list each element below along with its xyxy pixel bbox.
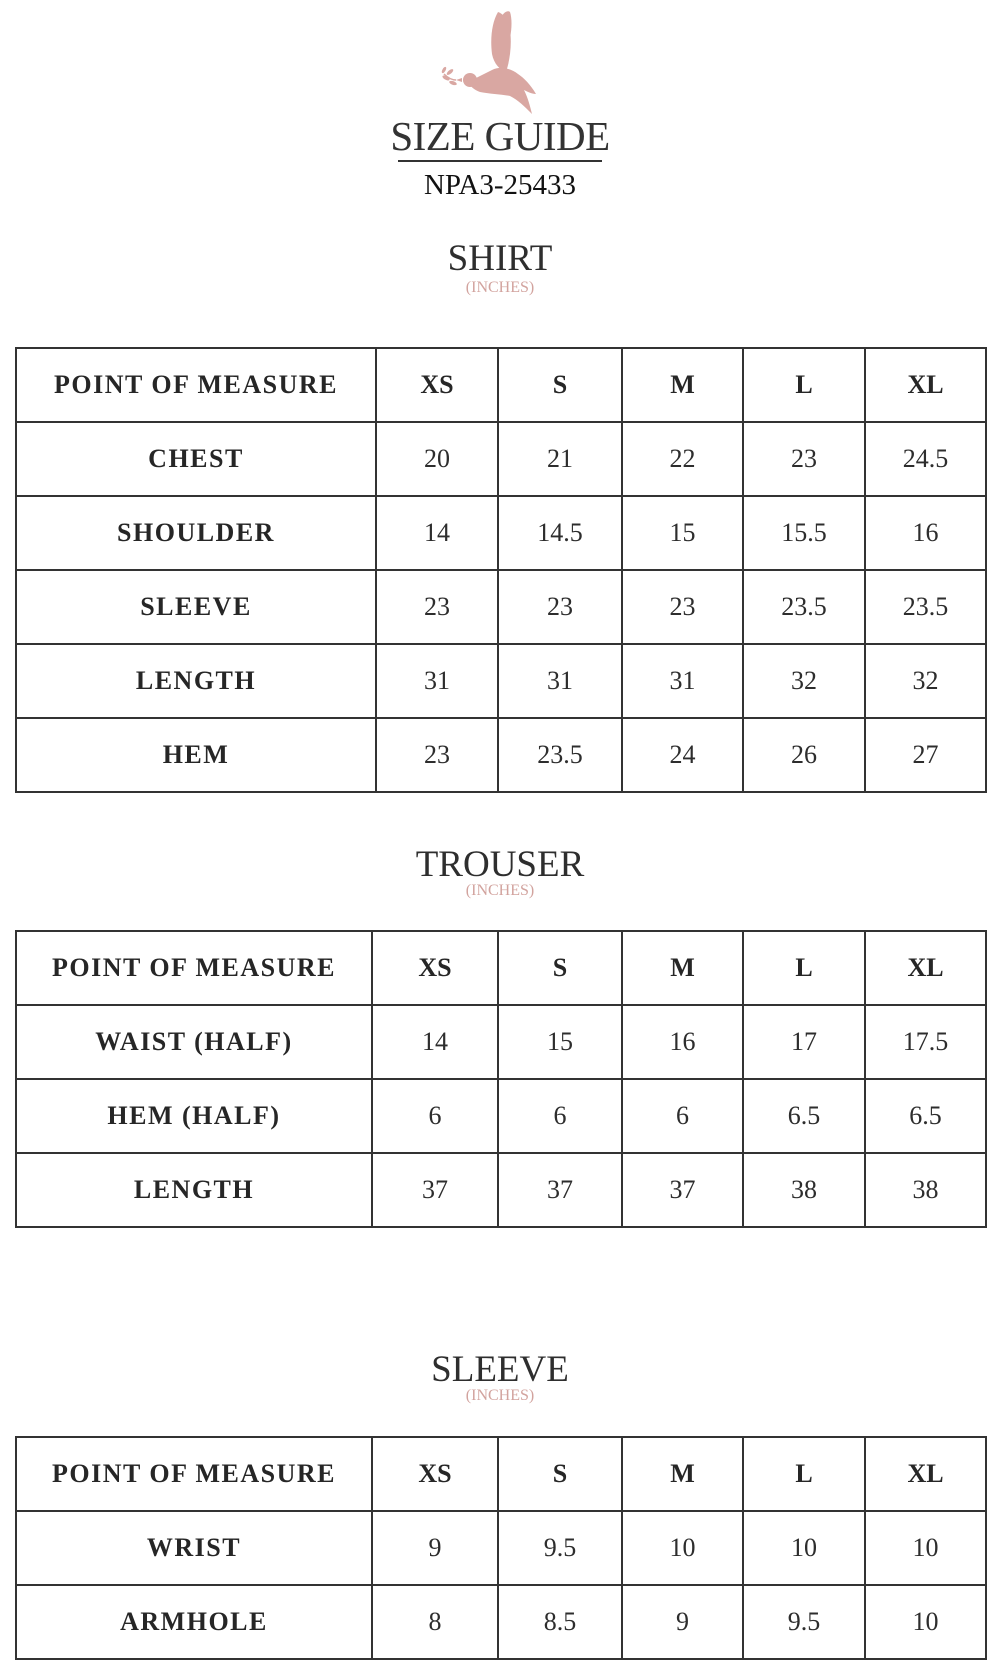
dove-logo-icon bbox=[440, 8, 558, 120]
table-cell: 14.5 bbox=[498, 496, 622, 570]
table-cell: 9 bbox=[622, 1585, 743, 1659]
shirt-size-table bbox=[15, 347, 987, 793]
table-cell: 38 bbox=[865, 1153, 986, 1227]
section-title-shirt: SHIRT bbox=[447, 238, 553, 279]
table-header-row bbox=[16, 931, 986, 1005]
table-cell: 14 bbox=[372, 1005, 498, 1079]
trouser-size-table bbox=[15, 930, 987, 1228]
section-unit-shirt: (INCHES) bbox=[465, 279, 535, 296]
table-cell: 16 bbox=[622, 1005, 743, 1079]
table-cell: 17.5 bbox=[865, 1005, 986, 1079]
sleeve-size-table bbox=[15, 1436, 987, 1660]
table-row bbox=[16, 1511, 986, 1585]
table-row bbox=[16, 1585, 986, 1659]
row-label: ARMHOLE bbox=[16, 1585, 372, 1659]
table-cell: 17 bbox=[743, 1005, 865, 1079]
table-cell: 6 bbox=[622, 1079, 743, 1153]
column-header: S bbox=[498, 348, 622, 422]
column-header: XS bbox=[376, 348, 498, 422]
row-label: SHOULDER bbox=[16, 496, 376, 570]
table-cell: 22 bbox=[622, 422, 743, 496]
table-cell: 9.5 bbox=[743, 1585, 865, 1659]
table-row bbox=[16, 496, 986, 570]
column-header: POINT OF MEASURE bbox=[16, 1437, 372, 1511]
table-cell: 15 bbox=[622, 496, 743, 570]
table-cell: 6.5 bbox=[743, 1079, 865, 1153]
table-cell: 23.5 bbox=[498, 718, 622, 792]
table-cell: 31 bbox=[498, 644, 622, 718]
row-label: WRIST bbox=[16, 1511, 372, 1585]
table-cell: 10 bbox=[743, 1511, 865, 1585]
table-cell: 23.5 bbox=[865, 570, 986, 644]
table-cell: 31 bbox=[376, 644, 498, 718]
table-cell: 24.5 bbox=[865, 422, 986, 496]
column-header: XL bbox=[865, 348, 986, 422]
section-title-trouser: TROUSER bbox=[415, 844, 585, 885]
table-cell: 10 bbox=[622, 1511, 743, 1585]
table-cell: 38 bbox=[743, 1153, 865, 1227]
table-cell: 9.5 bbox=[498, 1511, 622, 1585]
section-unit-sleeve: (INCHES) bbox=[465, 1387, 535, 1404]
title-underline bbox=[398, 160, 602, 162]
table-row bbox=[16, 1005, 986, 1079]
table-row bbox=[16, 570, 986, 644]
table-cell: 8 bbox=[372, 1585, 498, 1659]
table-cell: 32 bbox=[865, 644, 986, 718]
table-row bbox=[16, 718, 986, 792]
table-cell: 16 bbox=[865, 496, 986, 570]
column-header: M bbox=[622, 1437, 743, 1511]
table-row bbox=[16, 1079, 986, 1153]
table-cell: 10 bbox=[865, 1585, 986, 1659]
table-cell: 37 bbox=[498, 1153, 622, 1227]
section-title-sleeve: SLEEVE bbox=[431, 1349, 569, 1390]
table-cell: 23 bbox=[743, 422, 865, 496]
table-cell: 37 bbox=[622, 1153, 743, 1227]
column-header: XL bbox=[865, 931, 986, 1005]
row-label: SLEEVE bbox=[16, 570, 376, 644]
row-label: HEM bbox=[16, 718, 376, 792]
table-cell: 37 bbox=[372, 1153, 498, 1227]
column-header: XS bbox=[372, 1437, 498, 1511]
table-cell: 15.5 bbox=[743, 496, 865, 570]
table-cell: 6 bbox=[372, 1079, 498, 1153]
table-row bbox=[16, 1153, 986, 1227]
style-code: NPA3-25433 bbox=[423, 169, 576, 201]
column-header: M bbox=[622, 348, 743, 422]
table-cell: 23 bbox=[622, 570, 743, 644]
table-cell: 23.5 bbox=[743, 570, 865, 644]
table-cell: 15 bbox=[498, 1005, 622, 1079]
table-cell: 8.5 bbox=[498, 1585, 622, 1659]
column-header: L bbox=[743, 348, 865, 422]
table-cell: 27 bbox=[865, 718, 986, 792]
table-cell: 26 bbox=[743, 718, 865, 792]
table-header-row bbox=[16, 348, 986, 422]
table-cell: 10 bbox=[865, 1511, 986, 1585]
column-header: M bbox=[622, 931, 743, 1005]
table-cell: 32 bbox=[743, 644, 865, 718]
column-header: XS bbox=[372, 931, 498, 1005]
table-cell: 14 bbox=[376, 496, 498, 570]
row-label: CHEST bbox=[16, 422, 376, 496]
table-cell: 6.5 bbox=[865, 1079, 986, 1153]
section-unit-trouser: (INCHES) bbox=[465, 882, 535, 899]
table-row bbox=[16, 422, 986, 496]
column-header: L bbox=[743, 931, 865, 1005]
column-header: L bbox=[743, 1437, 865, 1511]
table-cell: 23 bbox=[498, 570, 622, 644]
row-label: WAIST (HALF) bbox=[16, 1005, 372, 1079]
table-header-row bbox=[16, 1437, 986, 1511]
page-title: SIZE GUIDE bbox=[390, 113, 610, 159]
column-header: S bbox=[498, 931, 622, 1005]
table-cell: 31 bbox=[622, 644, 743, 718]
row-label: LENGTH bbox=[16, 1153, 372, 1227]
column-header: S bbox=[498, 1437, 622, 1511]
column-header: XL bbox=[865, 1437, 986, 1511]
table-cell: 21 bbox=[498, 422, 622, 496]
table-cell: 23 bbox=[376, 718, 498, 792]
table-cell: 6 bbox=[498, 1079, 622, 1153]
table-cell: 24 bbox=[622, 718, 743, 792]
table-cell: 23 bbox=[376, 570, 498, 644]
table-cell: 9 bbox=[372, 1511, 498, 1585]
column-header: POINT OF MEASURE bbox=[16, 348, 376, 422]
row-label: HEM (HALF) bbox=[16, 1079, 372, 1153]
column-header: POINT OF MEASURE bbox=[16, 931, 372, 1005]
table-row bbox=[16, 644, 986, 718]
row-label: LENGTH bbox=[16, 644, 376, 718]
table-cell: 20 bbox=[376, 422, 498, 496]
